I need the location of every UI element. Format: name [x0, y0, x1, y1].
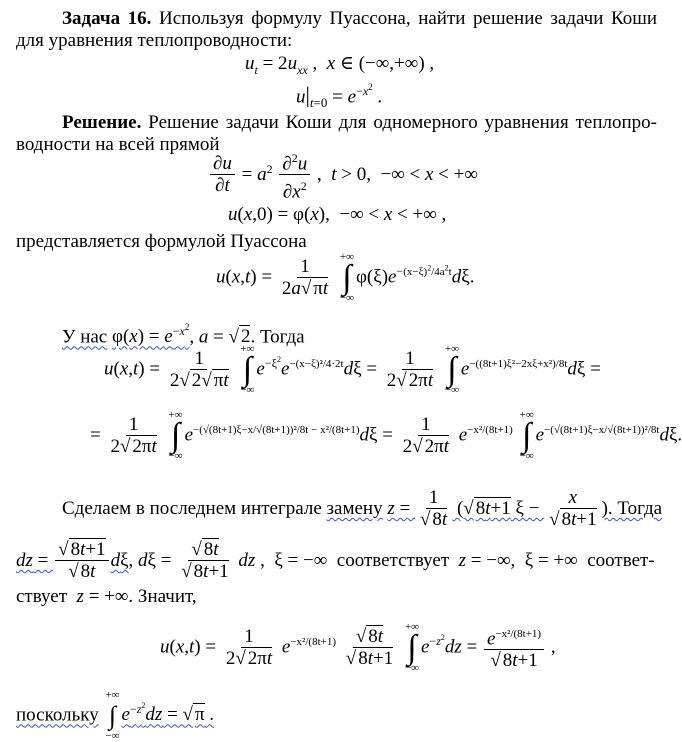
solution-line-5	[62, 487, 663, 531]
equation-heat: $u_t = 2u_{xx}$ , x ∈ (−∞,+∞) ,	[245, 53, 435, 77]
equation-general-heat: $\frac{\partial u}{\partial t}$ = $a^2$ $\frac{\partial^2u}{\partial x^2}$ , t > 0, −∞ < x < +∞	[208, 148, 478, 204]
solution-text-7: ствует z = +∞. Значит,	[16, 586, 197, 607]
text-we-have: У нас	[62, 326, 108, 348]
dz-definition: dz = $\frac{√ 8t+1}{√ 8t}$ dξ	[16, 539, 129, 582]
equation-final: u(x,t) = $\frac{1}{2√ 2\pi t}$ $e^{-x^2/(8t+1)}$ $\frac{√ 8t}{√ 8t+1}$ +∞ ∫ −∞ $e^{-z^2}dz$ = $\frac{e^{-x^2/(8t+1)}}{√ 8t+1}$ ,	[160, 621, 556, 674]
dxi-and-limits: dξ = $\frac{√ 8t}{√ 8t+1}$ dz , ξ = −∞ соответствует z = −∞, ξ = +∞ соответ-	[138, 539, 655, 582]
solution-line-8	[16, 690, 657, 742]
equation-initial: $u|_{t=0} = e^{-x^2}$ .	[296, 82, 383, 111]
equation-general-initial: u(x,0) = φ(x), −∞ < x < +∞ ,	[228, 204, 447, 225]
equation-poisson: u(x,t) = $\frac{1}{2a√ \pi t}$ +∞ ∫ −∞ $\varphi(\xi)e^{-(x-\xi)^2/4a^2t}d\xi$.	[216, 251, 475, 304]
gaussian-integral: +∞ ∫ −∞ $e^{-z^2}dz$ = √ π .	[105, 689, 215, 742]
solution-text-1: Решение задачи Коши для одномерного уравнения теплопро-	[148, 112, 658, 133]
text-make-in-last-integral: Сделаем в последнем интеграле	[62, 497, 322, 519]
z-definition: z = $\frac{1}{√ 8t}$ (√ 8t+1 ξ − $\frac{x}{√ 8t+1}$ )	[387, 487, 608, 530]
a-definition: a = √ 2	[198, 326, 251, 348]
problem-text-2: для уравнения теплопроводности:	[16, 30, 293, 51]
problem-text-1: Используя формулу Пуассона, найти решение задачи Коши	[159, 8, 657, 29]
solution-line-1	[62, 112, 657, 134]
solution-text-3: представляется формулой Пуассона	[16, 231, 307, 252]
text-then-2: . Тогда	[607, 497, 663, 519]
solution-line-6: dz = $\frac{√ 8t+1}{√ 8t}$ dξ, dξ = $\frac{√ 8t}{√ 8t+1}$ dz , ξ = −∞ соответствует z = −∞, ξ = +∞ соответ-	[16, 539, 655, 582]
comma: ,	[189, 326, 195, 348]
problem-line-1	[62, 8, 657, 30]
equation-substitution-2: = $\frac{1}{2√ 2\pi t}$ +∞ ∫ −∞ $e^{-(√(8t+1)\xi-x/√(8t+1))^2/8t - x^2/(8t+1)}d\xi$ = $\frac{1}{2√ 2\pi t}$ $e^{-x^2/(8t+1)}$ +∞ ∫ −∞ $e^{-(√(8t+1)\xi-x/√(8t+1))^2/8t}d\xi$.	[90, 409, 682, 462]
text-since: поскольку	[16, 704, 99, 726]
text-substitution: замену	[326, 497, 383, 519]
equation-substitution-1: u(x,t) = $\frac{1}{2√ 2√ \pi t}$ +∞ ∫ −∞ $e^{-\xi^2}e^{-(x-\xi)^2/4\cdot 2t}d\xi$ = $\frac{1}{2√ 2\pi t}$ +∞ ∫ −∞ $e^{-((8t+1)\xi^2-2x\xi+x^2)/8t}d\xi$ =	[104, 343, 601, 396]
phi-definition: $\varphi(x) = e^{-x^2}$	[112, 322, 190, 348]
solution-label: Решение.	[62, 112, 142, 133]
solution-text-2: водности на всей прямой	[16, 134, 220, 155]
text-then: . Тогда	[250, 326, 305, 348]
problem-label: Задача 16.	[62, 8, 152, 29]
